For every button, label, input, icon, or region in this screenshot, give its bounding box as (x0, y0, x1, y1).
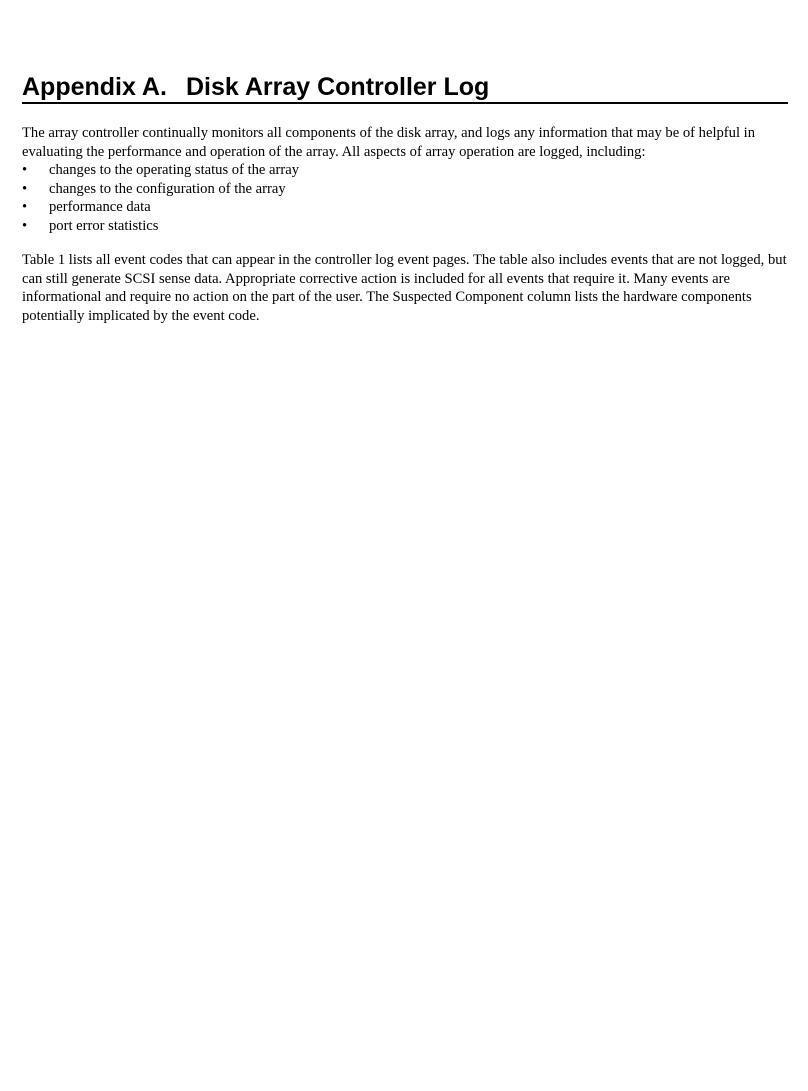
list-item (22, 198, 788, 217)
bullet-icon: • (22, 217, 28, 234)
event-codes-paragraph: Table 1 lists all event codes that can appear in the controller log event pages. The table also includes events that are not logged, but can still generate SCSI sense data. Appropriate corrective action is included for all events that require it. Many events are informational and require no action on the part of the user. The Suspected Component column lists the hardware components potentially implicated by the event code. (22, 252, 787, 324)
bullet-icon: • (22, 180, 28, 197)
list-item (22, 161, 788, 180)
appendix-heading (22, 72, 788, 104)
list-item-text: changes to the configuration of the array (49, 180, 286, 197)
intro-paragraph: The array controller continually monitors all components of the disk array, and logs any information that may be of helpful in evaluating the performance and operation of the array. All aspects of array operation are logged, including: (22, 125, 756, 160)
document-page (22, 72, 788, 325)
list-item (22, 217, 788, 236)
list-item-text: changes to the operating status of the array (49, 162, 300, 178)
list-item (22, 180, 788, 199)
appendix-number: Appendix A. (22, 73, 167, 101)
bullet-icon: • (22, 162, 28, 178)
appendix-title: Disk Array Controller Log (186, 73, 490, 101)
list-item-text: port error statistics (49, 217, 159, 234)
list-item-text: performance data (49, 199, 151, 215)
bullet-icon: • (22, 199, 28, 215)
logged-items-list (22, 161, 788, 235)
